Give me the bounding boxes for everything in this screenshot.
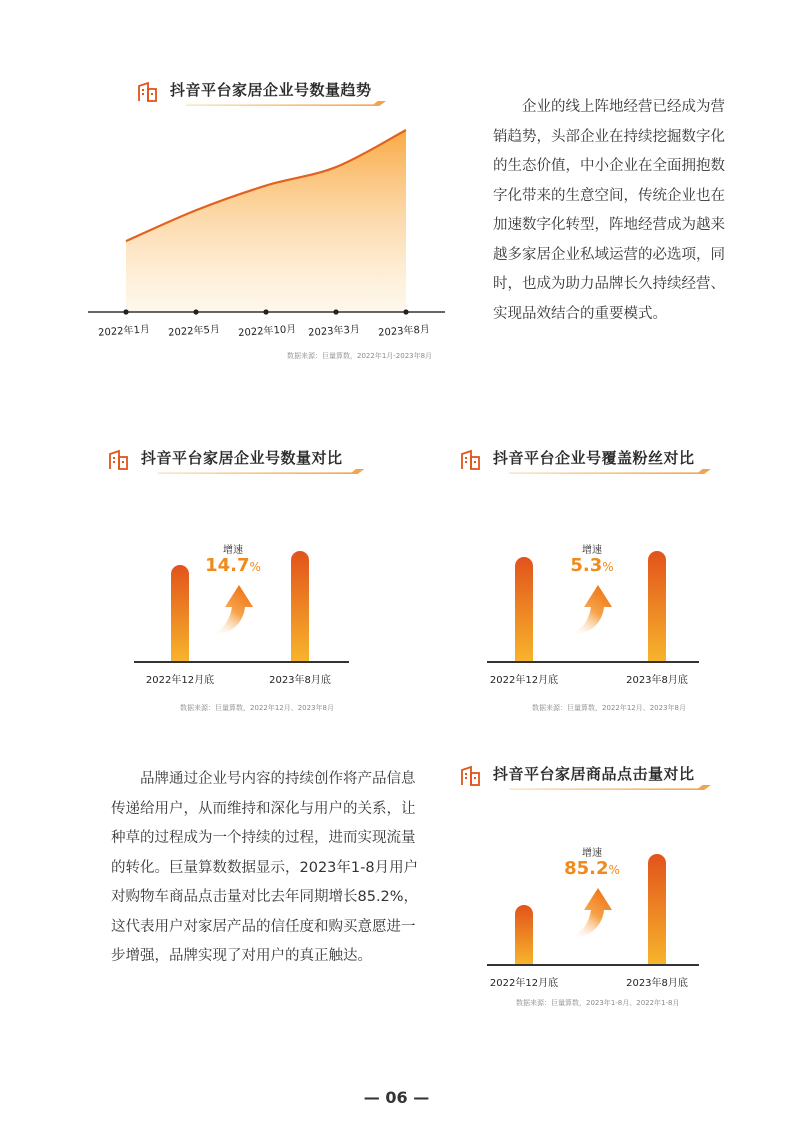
bar-category-label: 2022年12月底 [489, 675, 559, 686]
page-number: — 06 — [363, 1088, 430, 1107]
building-icon [459, 764, 483, 788]
trend-axis-tick [263, 309, 268, 314]
growth-unit: % [602, 560, 614, 574]
bar [648, 854, 666, 964]
title-underline [489, 469, 731, 474]
growth-number: 85.2 [564, 858, 609, 879]
trend-title: 抖音平台家居企业号数量趋势 [170, 81, 372, 99]
bar [648, 551, 666, 661]
trend-axis-tick [193, 309, 198, 314]
growth-unit: % [608, 863, 620, 877]
chart-source: 数据来源：巨量算数，2022年12月、2023年8月 [532, 704, 686, 712]
trend-axis-tick [123, 309, 128, 314]
count-section-title [107, 446, 387, 476]
trend-x-label: 2023年3月 [307, 324, 361, 339]
growth-value [552, 555, 632, 576]
title-underline [137, 469, 385, 474]
growth-label: 增速 [582, 545, 602, 556]
trend-x-label: 2023年8月 [377, 324, 431, 339]
intro-text: 企业的线上阵地经营已经成为营销趋势，头部企业在持续挖掘数字化的生态价值，中小企业在全面拥抱数字化带来的生意空间，传统企业也在加速数字化转型，阵地经营成为越来越多家居企业私域运营的必选项，同时，也成为助力品牌长久持续经营、实现品效结合的重要模式。 [493, 99, 725, 322]
building-icon [136, 80, 160, 104]
trend-axis-tick [333, 309, 338, 314]
trend-x-label: 2022年1月 [97, 324, 151, 339]
bar-baseline [487, 964, 699, 966]
building-icon [459, 448, 483, 472]
trend-x-label: 2022年5月 [167, 324, 221, 339]
title-underline [166, 101, 406, 106]
growth-value [193, 555, 273, 576]
growth-number: 14.7 [205, 555, 250, 576]
body-paragraph [111, 765, 421, 972]
bar-category-label: 2022年12月底 [145, 675, 215, 686]
bar-category-label: 2023年8月底 [626, 978, 688, 989]
fans-section-title [459, 446, 739, 476]
bar-baseline [487, 661, 699, 663]
intro-paragraph [493, 93, 725, 329]
bar-category-label: 2023年8月底 [269, 675, 331, 686]
growth-unit: % [249, 560, 261, 574]
bar-baseline [134, 661, 349, 663]
trend-source: 数据来源：巨量算数，2022年1月-2023年8月 [287, 352, 433, 360]
body-text: 品牌通过企业号内容的持续创作将产品信息传递给用户，从而维持和深化与用户的关系，让种草的过程成为一个持续的过程，进而实现流量的转化。巨量算数数据显示，2023年1-8月用户对购物车商品点击量对比去年同期增长85.2%，这代表用户对家居产品的信任度和购买意愿进一步增强，品牌实现了对用户的真正触达。 [111, 771, 419, 964]
bar [515, 557, 533, 661]
trend-area-chart [80, 120, 450, 320]
bar [291, 551, 309, 661]
growth-label: 增速 [223, 545, 243, 556]
trend-section-title [136, 78, 406, 108]
title-underline [489, 785, 731, 790]
growth-value [552, 858, 632, 879]
bar-category-label: 2022年12月底 [489, 978, 559, 989]
growth-arrow-icon [568, 581, 614, 637]
trend-x-label: 2022年10月 [237, 323, 297, 340]
bar [171, 565, 189, 661]
fans-title: 抖音平台企业号覆盖粉丝对比 [493, 449, 695, 467]
building-icon [107, 448, 131, 472]
trend-axis-tick [403, 309, 408, 314]
click-title: 抖音平台家居商品点击量对比 [493, 765, 695, 783]
growth-arrow-icon [209, 581, 255, 637]
count-title: 抖音平台家居企业号数量对比 [141, 449, 343, 467]
chart-source: 数据来源：巨量算数，2022年12月、2023年8月 [180, 704, 334, 712]
chart-source: 数据来源：巨量算数，2023年1-8月、2022年1-8月 [516, 999, 680, 1007]
growth-arrow-icon [568, 884, 614, 940]
growth-number: 5.3 [570, 555, 603, 576]
bar [515, 905, 533, 964]
click-section-title [459, 762, 739, 792]
growth-label: 增速 [582, 848, 602, 859]
bar-category-label: 2023年8月底 [626, 675, 688, 686]
